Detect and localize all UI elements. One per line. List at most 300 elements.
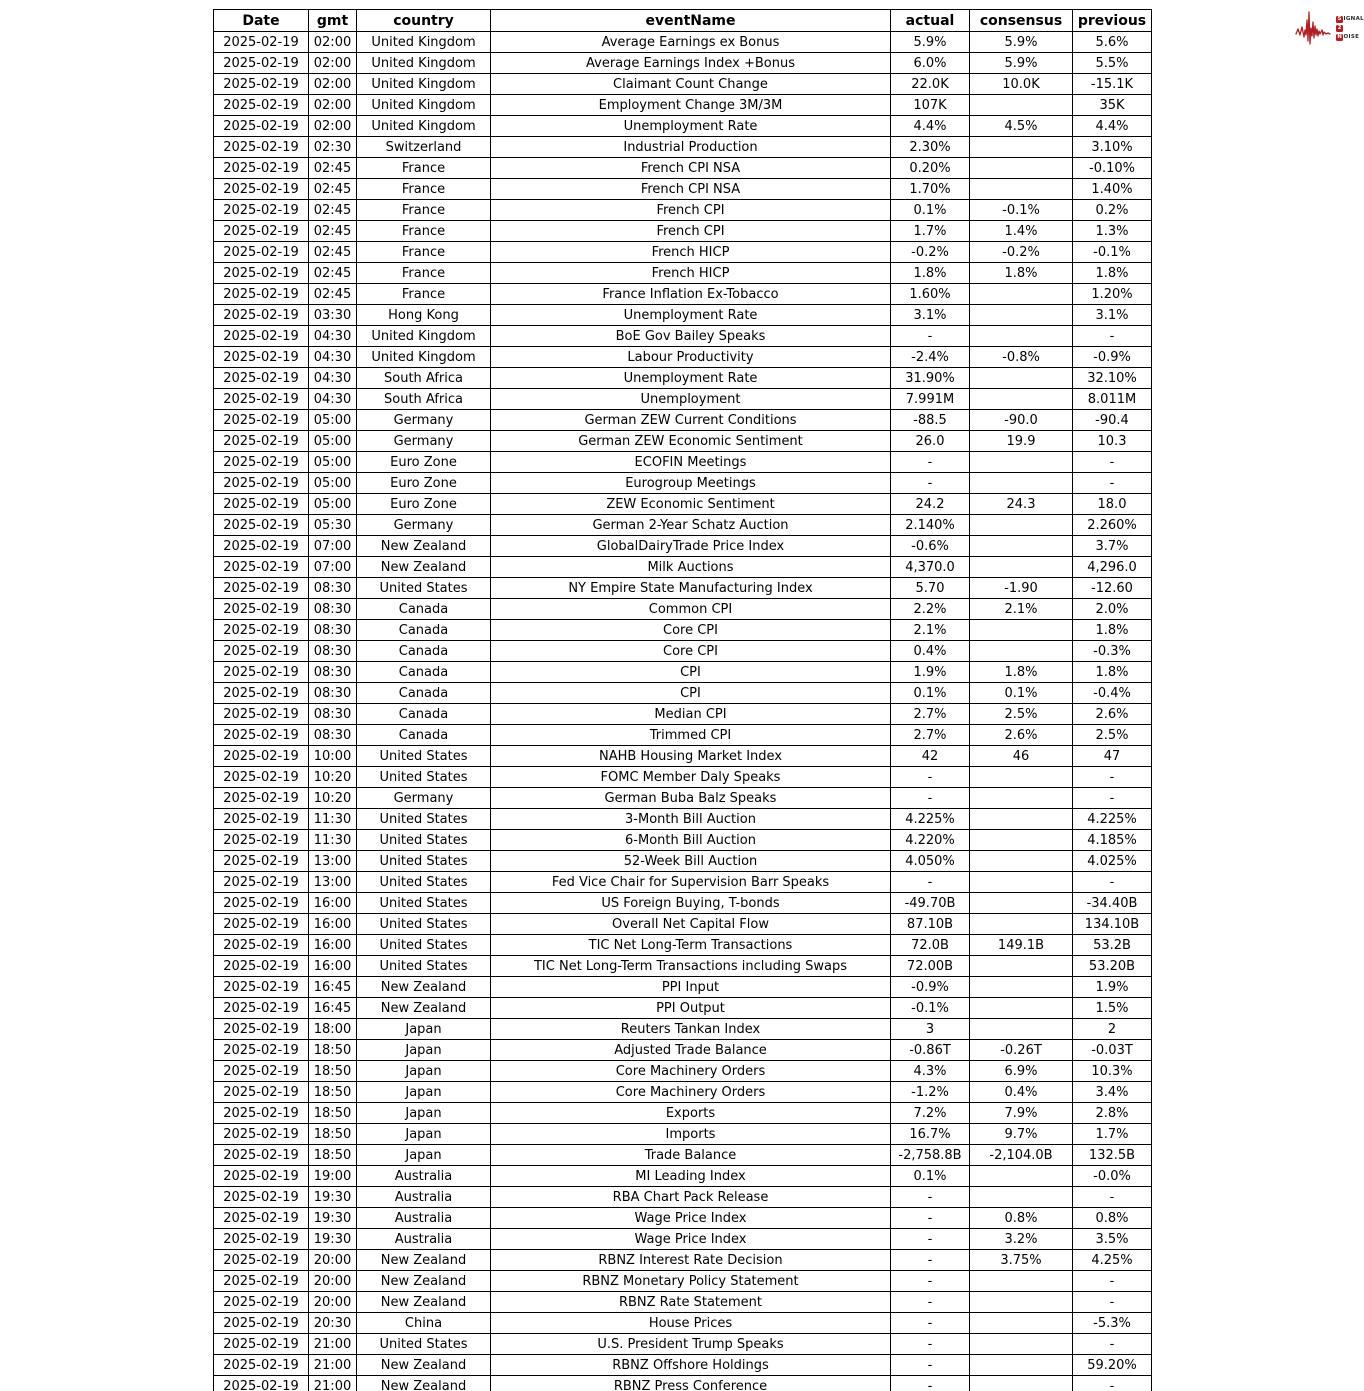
table-row xyxy=(214,326,1152,347)
cell-gmt: 03:30 xyxy=(309,305,357,326)
cell-consensus xyxy=(970,473,1073,494)
cell-event-name: French HICP xyxy=(491,242,891,263)
cell-country: New Zealand xyxy=(357,536,491,557)
cell-gmt: 08:30 xyxy=(309,683,357,704)
table-row xyxy=(214,956,1152,977)
cell-date: 2025-02-19 xyxy=(214,662,309,683)
table-row xyxy=(214,1145,1152,1166)
cell-actual: 87.10B xyxy=(891,914,970,935)
cell-event-name: US Foreign Buying, T-bonds xyxy=(491,893,891,914)
cell-gmt: 20:30 xyxy=(309,1313,357,1334)
cell-actual: 4.225% xyxy=(891,809,970,830)
cell-gmt: 18:50 xyxy=(309,1040,357,1061)
cell-consensus xyxy=(970,1271,1073,1292)
cell-gmt: 18:50 xyxy=(309,1124,357,1145)
cell-previous: 2.6% xyxy=(1073,704,1152,725)
cell-consensus: -90.0 xyxy=(970,410,1073,431)
cell-consensus xyxy=(970,788,1073,809)
cell-gmt: 05:00 xyxy=(309,431,357,452)
table-row xyxy=(214,809,1152,830)
cell-previous: - xyxy=(1073,452,1152,473)
cell-actual: 2.30% xyxy=(891,137,970,158)
cell-actual: 16.7% xyxy=(891,1124,970,1145)
cell-previous: -0.03T xyxy=(1073,1040,1152,1061)
cell-previous: -0.1% xyxy=(1073,242,1152,263)
cell-gmt: 13:00 xyxy=(309,851,357,872)
cell-date: 2025-02-19 xyxy=(214,431,309,452)
cell-actual: 0.4% xyxy=(891,641,970,662)
cell-event-name: RBNZ Monetary Policy Statement xyxy=(491,1271,891,1292)
cell-date: 2025-02-19 xyxy=(214,1292,309,1313)
cell-consensus xyxy=(970,809,1073,830)
economic-calendar-table xyxy=(213,9,1152,1391)
cell-date: 2025-02-19 xyxy=(214,284,309,305)
cell-country: Japan xyxy=(357,1040,491,1061)
table-row xyxy=(214,200,1152,221)
cell-actual: -2,758.8B xyxy=(891,1145,970,1166)
cell-date: 2025-02-19 xyxy=(214,557,309,578)
table-row xyxy=(214,704,1152,725)
cell-country: France xyxy=(357,242,491,263)
cell-country: United States xyxy=(357,872,491,893)
cell-country: Japan xyxy=(357,1019,491,1040)
cell-actual: 6.0% xyxy=(891,53,970,74)
table-row xyxy=(214,1271,1152,1292)
cell-country: United States xyxy=(357,767,491,788)
cell-event-name: Adjusted Trade Balance xyxy=(491,1040,891,1061)
logo-word-signal: IGNAL xyxy=(1343,16,1364,22)
cell-event-name: Unemployment Rate xyxy=(491,116,891,137)
cell-consensus xyxy=(970,1355,1073,1376)
cell-actual: 2.1% xyxy=(891,620,970,641)
signal2noise-logo xyxy=(1295,7,1364,49)
cell-consensus xyxy=(970,1376,1073,1391)
cell-previous: - xyxy=(1073,1187,1152,1208)
cell-date: 2025-02-19 xyxy=(214,1334,309,1355)
cell-consensus xyxy=(970,830,1073,851)
cell-gmt: 19:00 xyxy=(309,1166,357,1187)
cell-date: 2025-02-19 xyxy=(214,1019,309,1040)
cell-date: 2025-02-19 xyxy=(214,599,309,620)
cell-consensus: 2.5% xyxy=(970,704,1073,725)
cell-date: 2025-02-19 xyxy=(214,1061,309,1082)
cell-country: Canada xyxy=(357,662,491,683)
cell-gmt: 05:30 xyxy=(309,515,357,536)
cell-consensus xyxy=(970,641,1073,662)
table-row xyxy=(214,578,1152,599)
cell-country: United States xyxy=(357,893,491,914)
table-row xyxy=(214,410,1152,431)
table-row xyxy=(214,1187,1152,1208)
cell-date: 2025-02-19 xyxy=(214,1208,309,1229)
table-row xyxy=(214,158,1152,179)
cell-gmt: 13:00 xyxy=(309,872,357,893)
cell-actual: 1.60% xyxy=(891,284,970,305)
cell-consensus xyxy=(970,305,1073,326)
cell-event-name: RBNZ Offshore Holdings xyxy=(491,1355,891,1376)
cell-date: 2025-02-19 xyxy=(214,494,309,515)
table-header xyxy=(214,10,1152,32)
cell-previous: 2.260% xyxy=(1073,515,1152,536)
cell-gmt: 21:00 xyxy=(309,1376,357,1391)
cell-actual: 4.220% xyxy=(891,830,970,851)
cell-gmt: 19:30 xyxy=(309,1208,357,1229)
cell-actual: -0.1% xyxy=(891,998,970,1019)
cell-previous: 4.4% xyxy=(1073,116,1152,137)
cell-country: Germany xyxy=(357,431,491,452)
cell-gmt: 21:00 xyxy=(309,1355,357,1376)
cell-country: United States xyxy=(357,830,491,851)
cell-country: United Kingdom xyxy=(357,53,491,74)
cell-country: United States xyxy=(357,578,491,599)
cell-consensus xyxy=(970,557,1073,578)
cell-actual: - xyxy=(891,872,970,893)
table-row xyxy=(214,746,1152,767)
table-row xyxy=(214,599,1152,620)
cell-gmt: 16:45 xyxy=(309,998,357,1019)
cell-gmt: 19:30 xyxy=(309,1229,357,1250)
cell-country: Japan xyxy=(357,1124,491,1145)
cell-date: 2025-02-19 xyxy=(214,116,309,137)
cell-date: 2025-02-19 xyxy=(214,704,309,725)
cell-actual: 0.20% xyxy=(891,158,970,179)
cell-date: 2025-02-19 xyxy=(214,221,309,242)
cell-gmt: 02:45 xyxy=(309,179,357,200)
cell-date: 2025-02-19 xyxy=(214,578,309,599)
table-row xyxy=(214,116,1152,137)
cell-actual: 24.2 xyxy=(891,494,970,515)
cell-date: 2025-02-19 xyxy=(214,956,309,977)
cell-country: United States xyxy=(357,746,491,767)
cell-previous: 3.1% xyxy=(1073,305,1152,326)
cell-previous: 53.2B xyxy=(1073,935,1152,956)
cell-event-name: CPI xyxy=(491,683,891,704)
cell-country: United States xyxy=(357,935,491,956)
cell-actual: 7.2% xyxy=(891,1103,970,1124)
table-row xyxy=(214,1166,1152,1187)
cell-previous: - xyxy=(1073,788,1152,809)
logo-badge-2: 2 xyxy=(1337,24,1342,31)
cell-country: Germany xyxy=(357,410,491,431)
cell-actual: - xyxy=(891,1292,970,1313)
cell-previous: 32.10% xyxy=(1073,368,1152,389)
table-row xyxy=(214,872,1152,893)
cell-consensus: -0.1% xyxy=(970,200,1073,221)
cell-event-name: German ZEW Current Conditions xyxy=(491,410,891,431)
cell-previous: 3.10% xyxy=(1073,137,1152,158)
cell-date: 2025-02-19 xyxy=(214,53,309,74)
cell-previous: 53.20B xyxy=(1073,956,1152,977)
table-row xyxy=(214,242,1152,263)
cell-actual: 2.7% xyxy=(891,725,970,746)
cell-event-name: 52-Week Bill Auction xyxy=(491,851,891,872)
cell-event-name: FOMC Member Daly Speaks xyxy=(491,767,891,788)
cell-date: 2025-02-19 xyxy=(214,935,309,956)
column-header-date: Date xyxy=(214,10,309,32)
table-row xyxy=(214,179,1152,200)
cell-gmt: 08:30 xyxy=(309,641,357,662)
cell-gmt: 20:00 xyxy=(309,1271,357,1292)
cell-consensus: 6.9% xyxy=(970,1061,1073,1082)
table-row xyxy=(214,1103,1152,1124)
cell-country: France xyxy=(357,263,491,284)
cell-previous: - xyxy=(1073,872,1152,893)
table-row xyxy=(214,557,1152,578)
cell-consensus xyxy=(970,95,1073,116)
cell-event-name: PPI Output xyxy=(491,998,891,1019)
table-row xyxy=(214,788,1152,809)
cell-previous: 1.20% xyxy=(1073,284,1152,305)
cell-gmt: 02:00 xyxy=(309,116,357,137)
cell-consensus xyxy=(970,956,1073,977)
cell-event-name: Trade Balance xyxy=(491,1145,891,1166)
cell-previous: 1.8% xyxy=(1073,263,1152,284)
cell-consensus: 24.3 xyxy=(970,494,1073,515)
cell-country: Switzerland xyxy=(357,137,491,158)
cell-gmt: 11:30 xyxy=(309,809,357,830)
cell-date: 2025-02-19 xyxy=(214,683,309,704)
logo-badge-n: N xyxy=(1337,33,1342,40)
cell-previous: 1.9% xyxy=(1073,977,1152,998)
cell-gmt: 10:00 xyxy=(309,746,357,767)
logo-line-noise xyxy=(1336,34,1364,41)
cell-event-name: German ZEW Economic Sentiment xyxy=(491,431,891,452)
cell-country: Australia xyxy=(357,1229,491,1250)
table-row xyxy=(214,683,1152,704)
table-body xyxy=(214,32,1152,1391)
cell-country: France xyxy=(357,221,491,242)
cell-consensus: 0.4% xyxy=(970,1082,1073,1103)
cell-consensus xyxy=(970,536,1073,557)
cell-actual: - xyxy=(891,1376,970,1391)
cell-actual: 1.9% xyxy=(891,662,970,683)
cell-previous: 2.5% xyxy=(1073,725,1152,746)
cell-country: Euro Zone xyxy=(357,473,491,494)
cell-event-name: MI Leading Index xyxy=(491,1166,891,1187)
cell-country: South Africa xyxy=(357,389,491,410)
cell-gmt: 02:00 xyxy=(309,53,357,74)
cell-previous: 1.3% xyxy=(1073,221,1152,242)
logo-line-signal xyxy=(1336,16,1364,23)
cell-previous: 1.7% xyxy=(1073,1124,1152,1145)
cell-actual: -49.70B xyxy=(891,893,970,914)
cell-event-name: Core CPI xyxy=(491,641,891,662)
cell-previous: - xyxy=(1073,326,1152,347)
cell-date: 2025-02-19 xyxy=(214,977,309,998)
cell-date: 2025-02-19 xyxy=(214,809,309,830)
cell-date: 2025-02-19 xyxy=(214,788,309,809)
cell-consensus xyxy=(970,179,1073,200)
table-row xyxy=(214,53,1152,74)
table-row xyxy=(214,1355,1152,1376)
cell-gmt: 16:00 xyxy=(309,914,357,935)
table-row xyxy=(214,977,1152,998)
cell-actual: - xyxy=(891,1229,970,1250)
cell-date: 2025-02-19 xyxy=(214,851,309,872)
cell-previous: 5.5% xyxy=(1073,53,1152,74)
cell-consensus xyxy=(970,158,1073,179)
table-row xyxy=(214,221,1152,242)
table-row xyxy=(214,137,1152,158)
cell-previous: 1.8% xyxy=(1073,620,1152,641)
cell-actual: - xyxy=(891,767,970,788)
cell-gmt: 04:30 xyxy=(309,368,357,389)
cell-previous: 0.8% xyxy=(1073,1208,1152,1229)
cell-previous: 10.3 xyxy=(1073,431,1152,452)
table-row xyxy=(214,1124,1152,1145)
cell-gmt: 16:00 xyxy=(309,893,357,914)
column-header-consensus: consensus xyxy=(970,10,1073,32)
cell-date: 2025-02-19 xyxy=(214,389,309,410)
cell-event-name: Average Earnings ex Bonus xyxy=(491,32,891,53)
table-row xyxy=(214,851,1152,872)
cell-gmt: 11:30 xyxy=(309,830,357,851)
cell-event-name: Average Earnings Index +Bonus xyxy=(491,53,891,74)
cell-actual: 3.1% xyxy=(891,305,970,326)
cell-actual: 4,370.0 xyxy=(891,557,970,578)
cell-consensus: 5.9% xyxy=(970,32,1073,53)
cell-consensus: 19.9 xyxy=(970,431,1073,452)
cell-gmt: 05:00 xyxy=(309,473,357,494)
table-row xyxy=(214,1250,1152,1271)
cell-previous: 10.3% xyxy=(1073,1061,1152,1082)
cell-event-name: Industrial Production xyxy=(491,137,891,158)
cell-event-name: NAHB Housing Market Index xyxy=(491,746,891,767)
cell-consensus xyxy=(970,452,1073,473)
table-row xyxy=(214,662,1152,683)
cell-gmt: 02:00 xyxy=(309,32,357,53)
cell-consensus xyxy=(970,1187,1073,1208)
cell-actual: - xyxy=(891,1187,970,1208)
table-row xyxy=(214,725,1152,746)
column-header-previous: previous xyxy=(1073,10,1152,32)
cell-country: Canada xyxy=(357,620,491,641)
cell-gmt: 08:30 xyxy=(309,662,357,683)
table-row xyxy=(214,641,1152,662)
cell-actual: 42 xyxy=(891,746,970,767)
table-row xyxy=(214,368,1152,389)
cell-actual: 72.00B xyxy=(891,956,970,977)
cell-country: Euro Zone xyxy=(357,452,491,473)
cell-actual: -88.5 xyxy=(891,410,970,431)
cell-gmt: 08:30 xyxy=(309,725,357,746)
cell-country: United Kingdom xyxy=(357,116,491,137)
cell-date: 2025-02-19 xyxy=(214,746,309,767)
table-row xyxy=(214,1292,1152,1313)
cell-gmt: 20:00 xyxy=(309,1292,357,1313)
cell-country: China xyxy=(357,1313,491,1334)
cell-date: 2025-02-19 xyxy=(214,473,309,494)
cell-date: 2025-02-19 xyxy=(214,410,309,431)
cell-event-name: French CPI xyxy=(491,200,891,221)
cell-country: New Zealand xyxy=(357,1355,491,1376)
cell-actual: 31.90% xyxy=(891,368,970,389)
cell-actual: 4.3% xyxy=(891,1061,970,1082)
cell-event-name: German 2-Year Schatz Auction xyxy=(491,515,891,536)
cell-consensus: 1.4% xyxy=(970,221,1073,242)
cell-previous: 0.2% xyxy=(1073,200,1152,221)
cell-previous: 35K xyxy=(1073,95,1152,116)
table-row xyxy=(214,1229,1152,1250)
cell-date: 2025-02-19 xyxy=(214,305,309,326)
cell-gmt: 18:50 xyxy=(309,1061,357,1082)
cell-country: United States xyxy=(357,809,491,830)
cell-previous: - xyxy=(1073,1334,1152,1355)
cell-country: United Kingdom xyxy=(357,326,491,347)
cell-date: 2025-02-19 xyxy=(214,74,309,95)
cell-event-name: CPI xyxy=(491,662,891,683)
table-row xyxy=(214,914,1152,935)
cell-consensus: 2.1% xyxy=(970,599,1073,620)
cell-actual: 72.0B xyxy=(891,935,970,956)
cell-event-name: ECOFIN Meetings xyxy=(491,452,891,473)
cell-actual: 3 xyxy=(891,1019,970,1040)
cell-event-name: Imports xyxy=(491,1124,891,1145)
cell-gmt: 16:45 xyxy=(309,977,357,998)
cell-country: Euro Zone xyxy=(357,494,491,515)
cell-date: 2025-02-19 xyxy=(214,641,309,662)
cell-date: 2025-02-19 xyxy=(214,998,309,1019)
table-row xyxy=(214,893,1152,914)
cell-consensus xyxy=(970,368,1073,389)
cell-previous: 5.6% xyxy=(1073,32,1152,53)
cell-previous: 1.40% xyxy=(1073,179,1152,200)
cell-date: 2025-02-19 xyxy=(214,620,309,641)
cell-date: 2025-02-19 xyxy=(214,893,309,914)
cell-event-name: Reuters Tankan Index xyxy=(491,1019,891,1040)
cell-date: 2025-02-19 xyxy=(214,1229,309,1250)
cell-previous: 4.25% xyxy=(1073,1250,1152,1271)
cell-consensus: 1.8% xyxy=(970,263,1073,284)
cell-date: 2025-02-19 xyxy=(214,1145,309,1166)
cell-actual: 1.8% xyxy=(891,263,970,284)
cell-consensus: -0.26T xyxy=(970,1040,1073,1061)
cell-gmt: 18:50 xyxy=(309,1082,357,1103)
cell-date: 2025-02-19 xyxy=(214,179,309,200)
cell-previous: 4,296.0 xyxy=(1073,557,1152,578)
table-row xyxy=(214,95,1152,116)
cell-actual: - xyxy=(891,1250,970,1271)
cell-date: 2025-02-19 xyxy=(214,1082,309,1103)
cell-consensus: 0.1% xyxy=(970,683,1073,704)
cell-country: Canada xyxy=(357,704,491,725)
table-row xyxy=(214,74,1152,95)
table-row xyxy=(214,431,1152,452)
cell-previous: 47 xyxy=(1073,746,1152,767)
cell-gmt: 05:00 xyxy=(309,452,357,473)
cell-consensus xyxy=(970,326,1073,347)
cell-consensus xyxy=(970,284,1073,305)
table-row xyxy=(214,473,1152,494)
cell-gmt: 04:30 xyxy=(309,389,357,410)
waveform-icon xyxy=(1295,8,1335,48)
cell-event-name: Core Machinery Orders xyxy=(491,1082,891,1103)
cell-event-name: U.S. President Trump Speaks xyxy=(491,1334,891,1355)
cell-country: Germany xyxy=(357,788,491,809)
cell-previous: 2.8% xyxy=(1073,1103,1152,1124)
table-row xyxy=(214,767,1152,788)
cell-country: Germany xyxy=(357,515,491,536)
cell-country: Canada xyxy=(357,599,491,620)
cell-gmt: 10:20 xyxy=(309,788,357,809)
cell-consensus: -0.2% xyxy=(970,242,1073,263)
cell-gmt: 21:00 xyxy=(309,1334,357,1355)
table-row xyxy=(214,1061,1152,1082)
cell-previous: 132.5B xyxy=(1073,1145,1152,1166)
cell-actual: - xyxy=(891,326,970,347)
cell-consensus: 10.0K xyxy=(970,74,1073,95)
cell-date: 2025-02-19 xyxy=(214,725,309,746)
